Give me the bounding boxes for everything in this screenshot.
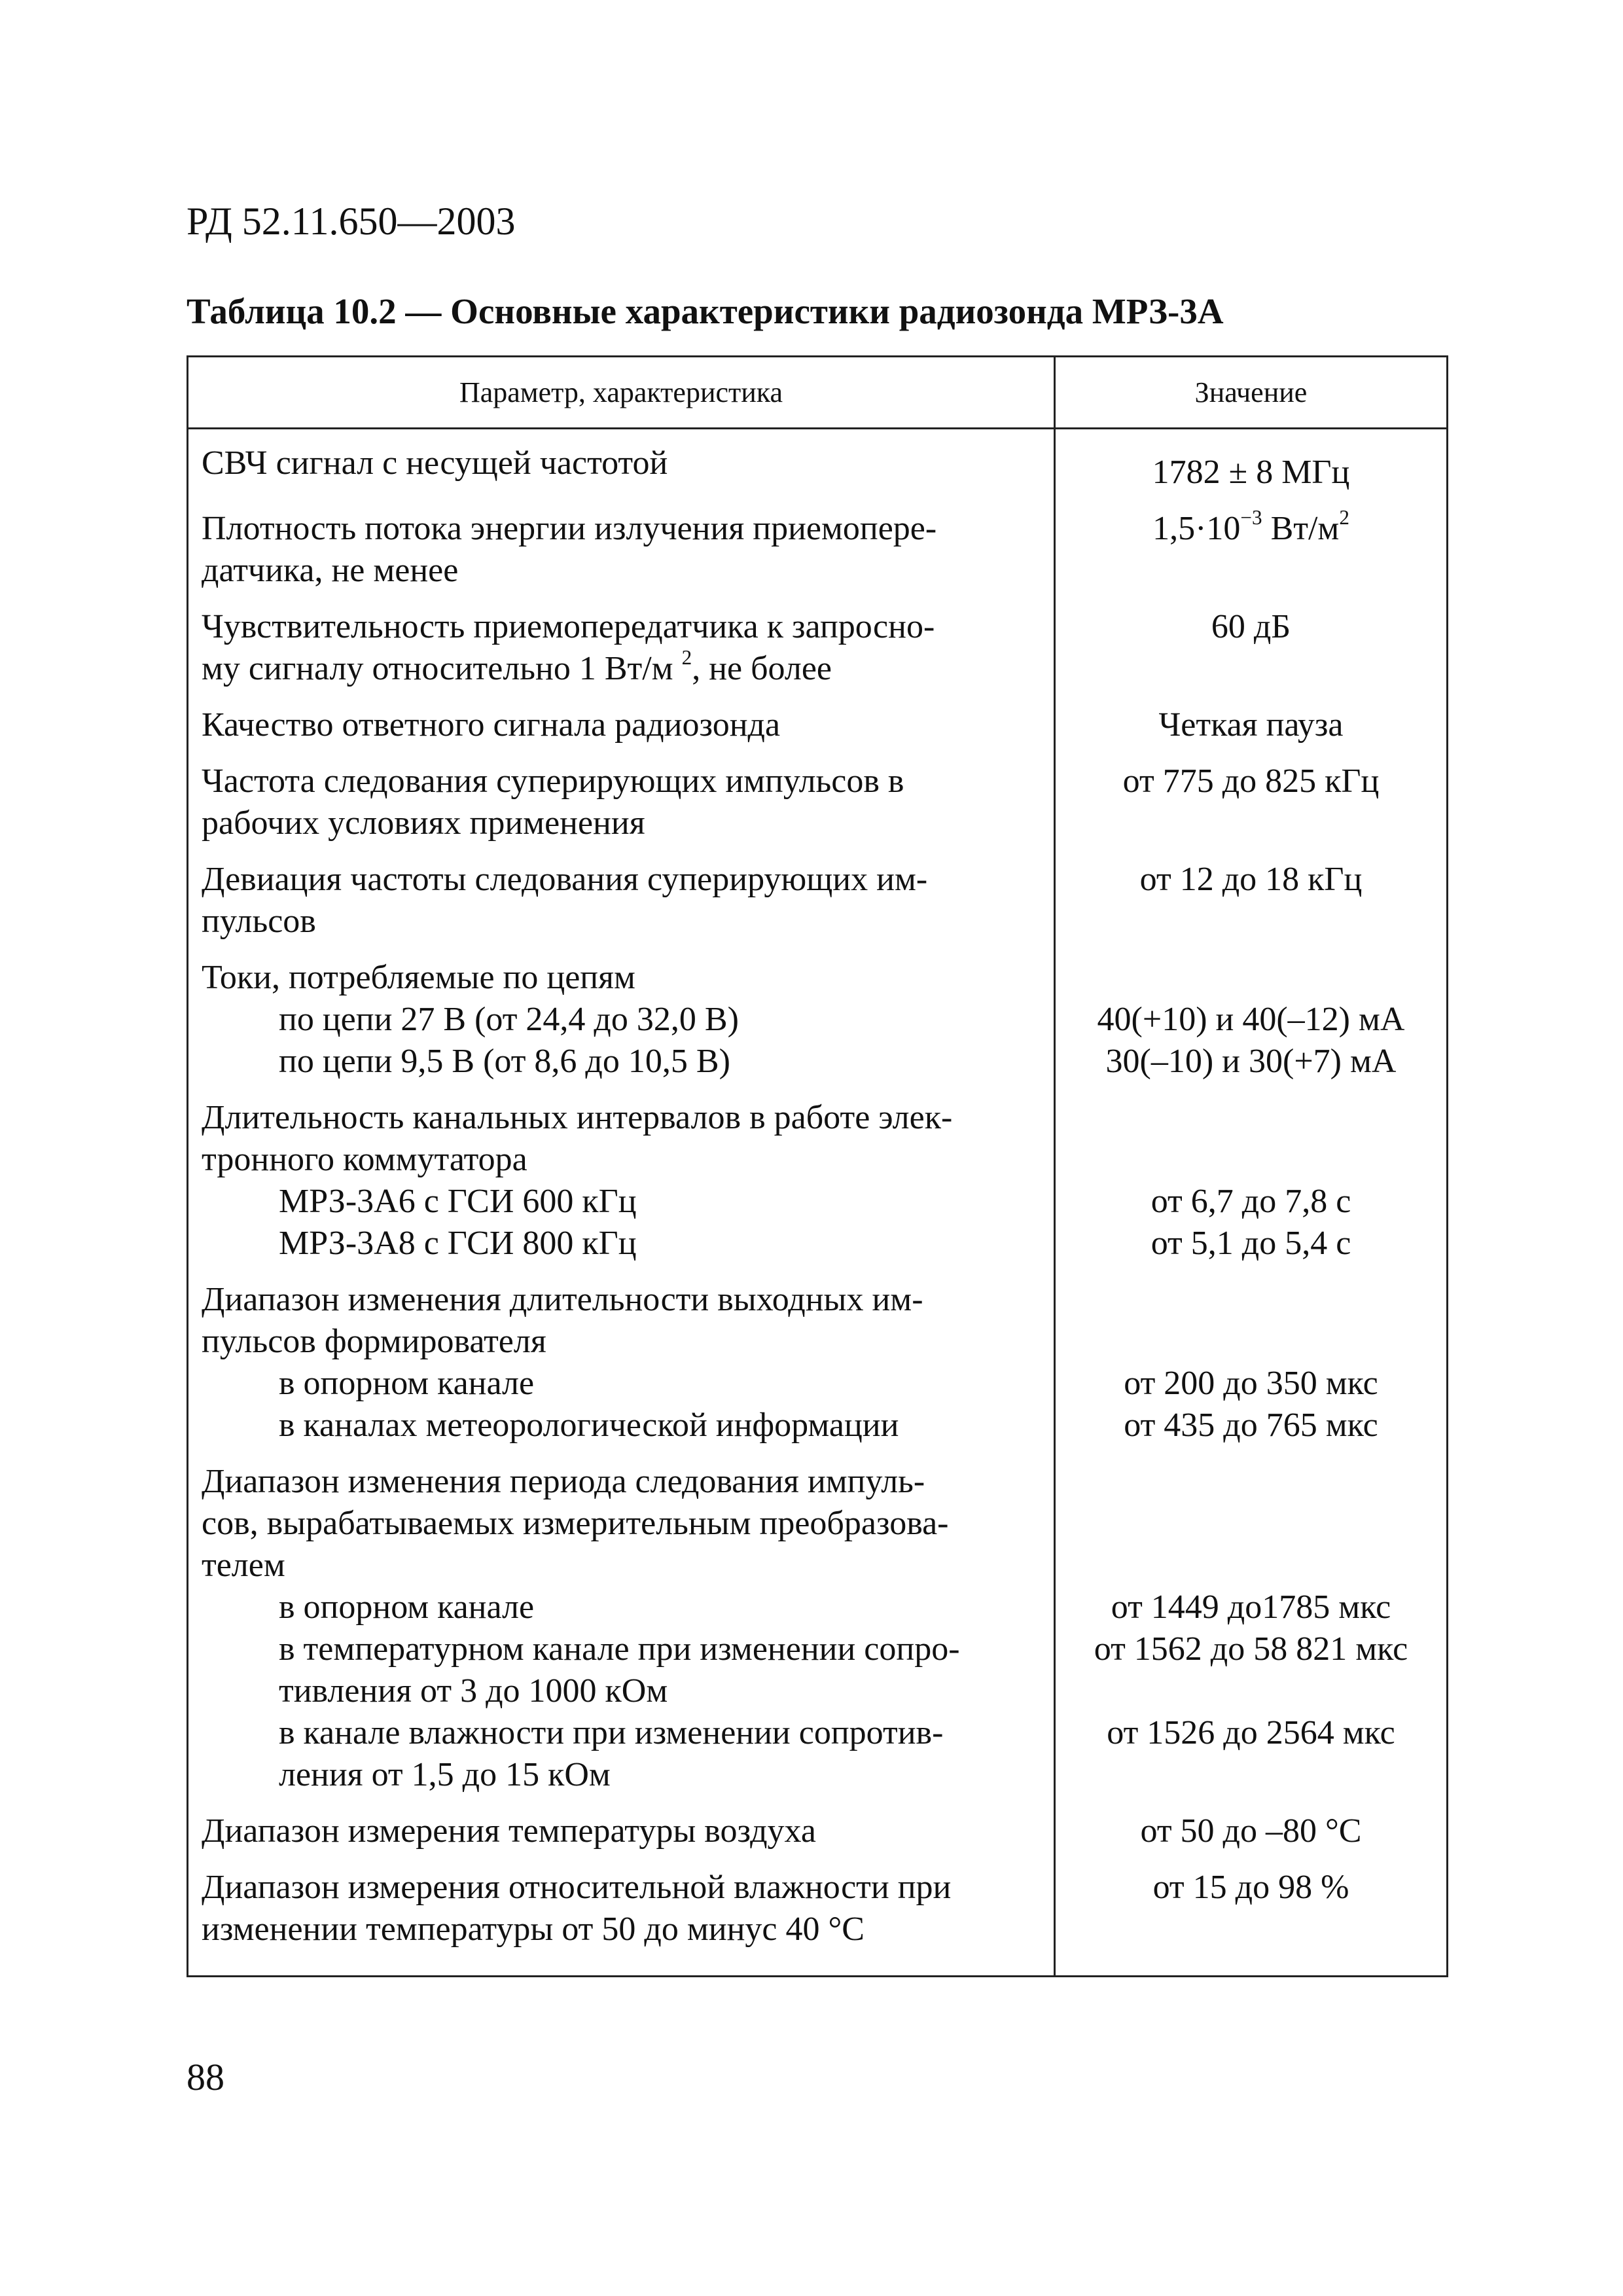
param-cell [188,942,1055,1083]
param-cell [188,429,1055,494]
value-text: Четкая пауза [1158,706,1344,744]
value-text: от 775 до 825 кГц [1122,762,1380,800]
value-text: от 1562 до 58 821 мкс [1094,1630,1408,1668]
value-text: от 1526 до 2564 мкс [1107,1714,1395,1751]
value-cell [1055,1083,1448,1265]
value-cell [1055,592,1448,690]
param-text: пульсов формирователя [202,1323,546,1360]
param-cell [188,844,1055,942]
document-code: РД 52.11.650—2003 [187,200,516,243]
value-cell [1055,690,1448,746]
param-text: Длительность канальных интервалов в работе элек- [202,1099,953,1136]
page-number: 88 [187,2056,224,2098]
param-cell [188,493,1055,592]
value-cell [1055,1446,1448,1796]
param-text: сов, вырабатываемых измерительным преобразова- [202,1505,949,1542]
param-text: Диапазон изменения периода следования импуль- [202,1463,925,1500]
value-cell [1055,1265,1448,1446]
value-text: от 50 до –80 °С [1140,1812,1362,1850]
param-text: рабочих условиях применения [202,804,645,842]
param-text: Чувствительность приемопередатчика к запросно- [202,608,935,645]
table-row [188,942,1448,1083]
param-text: Девиация частоты следования суперирующих им- [202,861,928,898]
param-text: Качество ответного сигнала радиозонда [202,706,781,744]
param-sub-text: в температурном канале при изменении сопро- [279,1630,960,1668]
param-cell [188,746,1055,844]
param-text [202,648,1042,690]
param-sub-text: в каналах метеорологической информации [279,1407,899,1444]
value-unit-exponent: 2 [1339,506,1349,529]
param-sub-text: по цепи 9,5 В (от 8,6 до 10,5 В) [279,1043,730,1080]
table-row [188,690,1448,746]
param-sub-text: ления от 1,5 до 15 кОм [279,1756,611,1793]
value-text: 1782 ± 8 МГц [1152,454,1350,491]
param-text: пульсов [202,903,316,940]
table-caption: Таблица 10.2 — Основные характеристики радиозонда МРЗ-3А [187,291,1224,331]
param-text: Диапазон изменения длительности выходных им- [202,1281,923,1318]
param-sub-text: в опорном канале [279,1365,535,1402]
param-cell [188,1446,1055,1796]
value-cell [1055,942,1448,1083]
specifications-table [187,355,1448,1977]
param-text-part: му сигналу относительно 1 Вт/м [202,650,682,687]
param-sub-text: в опорном канале [279,1588,535,1626]
value-unit: Вт/м [1262,510,1340,547]
param-cell [188,592,1055,690]
param-text: Диапазон измерения относительной влажности при [202,1869,952,1906]
value-text: от 1449 до1785 мкс [1111,1588,1391,1626]
value-cell [1055,1796,1448,1852]
table-row [188,844,1448,942]
param-cell [188,1852,1055,1977]
param-sub-text: тивления от 3 до 1000 кОм [279,1672,668,1710]
param-sub-text: по цепи 27 В (от 24,4 до 32,0 В) [279,1001,739,1038]
value-text: от 200 до 350 мкс [1124,1365,1378,1402]
value-cell [1055,493,1448,592]
param-sub-text: в канале влажности при изменении сопротив- [279,1714,944,1751]
param-sub-text: МРЗ-3А6 с ГСИ 600 кГц [279,1183,637,1220]
value-exponent: −3 [1240,506,1262,529]
param-cell [188,1083,1055,1265]
value-base: 1,5·10 [1152,510,1241,547]
table-row [188,1083,1448,1265]
param-exponent: 2 [681,646,692,669]
value-text: 60 дБ [1211,608,1291,645]
param-cell [188,1796,1055,1852]
param-sub-text: МРЗ-3А8 с ГСИ 800 кГц [279,1225,637,1262]
param-text: Токи, потребляемые по цепям [202,959,635,996]
table-row [188,1446,1448,1796]
value-text: от 12 до 18 кГц [1139,861,1363,898]
value-cell [1055,1852,1448,1977]
table-header-row [188,357,1448,429]
param-text: тронного коммутатора [202,1141,527,1178]
param-cell [188,690,1055,746]
param-text: СВЧ сигнал с несущей частотой [202,444,668,482]
value-cell [1055,746,1448,844]
param-text: изменении температуры от 50 до минус 40 °С [202,1910,865,1948]
value-cell [1055,844,1448,942]
table-row [188,1796,1448,1852]
param-text: Диапазон измерения температуры воздуха [202,1812,816,1850]
value-text: от 5,1 до 5,4 с [1150,1225,1351,1262]
table-row [188,493,1448,592]
param-text-part: , не более [692,650,832,687]
param-text: Частота следования суперирующих импульсов в [202,762,904,800]
value-text: 30(–10) и 30(+7) мА [1105,1043,1397,1080]
value-text: от 15 до 98 % [1152,1869,1349,1906]
param-cell [188,1265,1055,1446]
value-cell [1055,429,1448,494]
header-value: Значение [1055,357,1448,429]
value-text: 40(+10) и 40(–12) мА [1097,1001,1405,1038]
param-text: Плотность потока энергии излучения приемопере- [202,510,937,547]
param-text: датчика, не менее [202,552,459,589]
table-row [188,429,1448,494]
table-row [188,1265,1448,1446]
header-parameter: Параметр, характеристика [188,357,1055,429]
param-text: телем [202,1547,285,1584]
table-row [188,1852,1448,1977]
value-text: от 6,7 до 7,8 с [1150,1183,1351,1220]
table-row [188,746,1448,844]
value-text [1062,508,1440,550]
table-row [188,592,1448,690]
value-text: от 435 до 765 мкс [1124,1407,1378,1444]
